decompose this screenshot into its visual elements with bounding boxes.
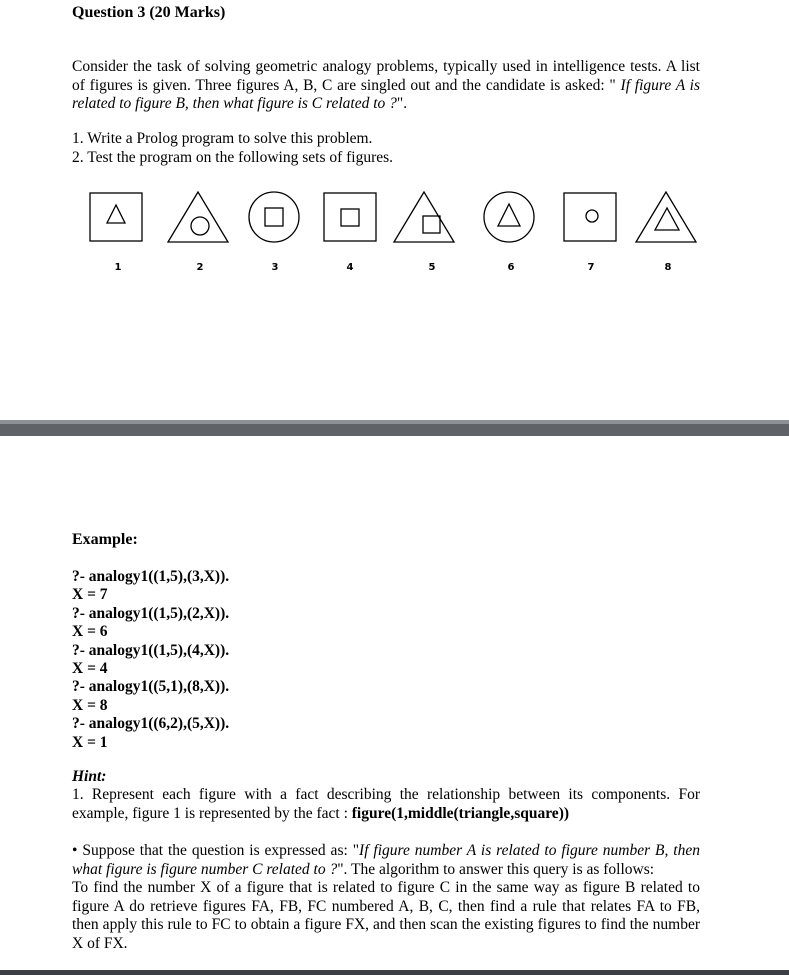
code-line: X = 6 [72, 623, 108, 641]
code-line: ?- analogy1((1,5),(3,X)). [72, 568, 230, 585]
figure-label: 6 [507, 262, 515, 273]
hint-text: • Suppose that the question is expressed as: " [72, 842, 360, 859]
task-item: 1. Write a Prolog program to solve this problem. [72, 130, 373, 147]
figure-set [84, 190, 704, 280]
code-line: ?- analogy1((1,5),(4,X)). [72, 641, 230, 659]
figure-5 [394, 192, 454, 242]
figure-1 [90, 193, 142, 241]
example-code [72, 568, 229, 752]
intro-text: Consider the task of solving geometric analogy problems, typically used in intelligence tests. A list of figures is given. Three figures A, B, C are singled out and the candidate is asked: " [72, 58, 700, 94]
code-line: ?- analogy1((1,5),(2,X)). [72, 604, 230, 622]
code-line: X = 7 [72, 586, 108, 604]
hint-paragraph-2 [72, 842, 700, 953]
hint-quote: If figure number A is related to figure number B, then what figure is figure number C related to ? [72, 842, 700, 878]
code-line: X = 1 [72, 733, 108, 751]
figure-4 [324, 193, 376, 241]
intro-quote: If figure A is related to figure B, then what figure is C related to ? [72, 76, 700, 112]
task-list [72, 130, 393, 167]
intro-end: ". [396, 95, 408, 112]
figure-label: 2 [196, 262, 204, 273]
code-line: X = 8 [72, 696, 108, 714]
hint-paragraph-1 [72, 786, 700, 823]
figure-label: 7 [587, 262, 595, 273]
figure-8 [636, 192, 696, 242]
page-bottom-edge [0, 970, 789, 975]
figure-label: 4 [346, 262, 354, 273]
hint-text: ". The algorithm to answer this query is as follows: [337, 860, 655, 878]
question-intro [72, 58, 700, 114]
example-heading: Example: [72, 531, 138, 548]
task-item: 2. Test the program on the following sets of figures. [72, 148, 394, 166]
page-divider [0, 420, 789, 436]
hint-algorithm: To find the number X of a figure that is related to figure C in the same way as figure B related to figure A do retrieve figures FA, FB, FC numbered A, B, C, then find a rule that relates FA to FB, then apply this rule to FC to obtain a figure FX, and then scan the existing figures to find the number X of FX. [72, 879, 700, 952]
figure-label: 1 [114, 262, 122, 273]
code-line: X = 4 [72, 660, 108, 678]
figure-label: 3 [271, 262, 279, 273]
code-line: ?- analogy1((5,1),(8,X)). [72, 678, 230, 696]
figure-2 [168, 192, 228, 242]
hint-text: 1. Represent each figure with a fact describing the relationship between its components. For example, figure 1 is represented by the fact : [72, 786, 700, 822]
figure-label: 5 [428, 262, 436, 273]
figure-6 [484, 192, 534, 242]
code-line: ?- analogy1((6,2),(5,X)). [72, 715, 230, 733]
hint-title: Hint: [72, 768, 107, 785]
hint-code: figure(1,middle(triangle,square)) [351, 804, 570, 822]
figure-7 [564, 193, 616, 241]
figure-label: 8 [664, 262, 672, 273]
figure-3 [249, 192, 299, 242]
question-title: Question 3 (20 Marks) [72, 4, 226, 21]
